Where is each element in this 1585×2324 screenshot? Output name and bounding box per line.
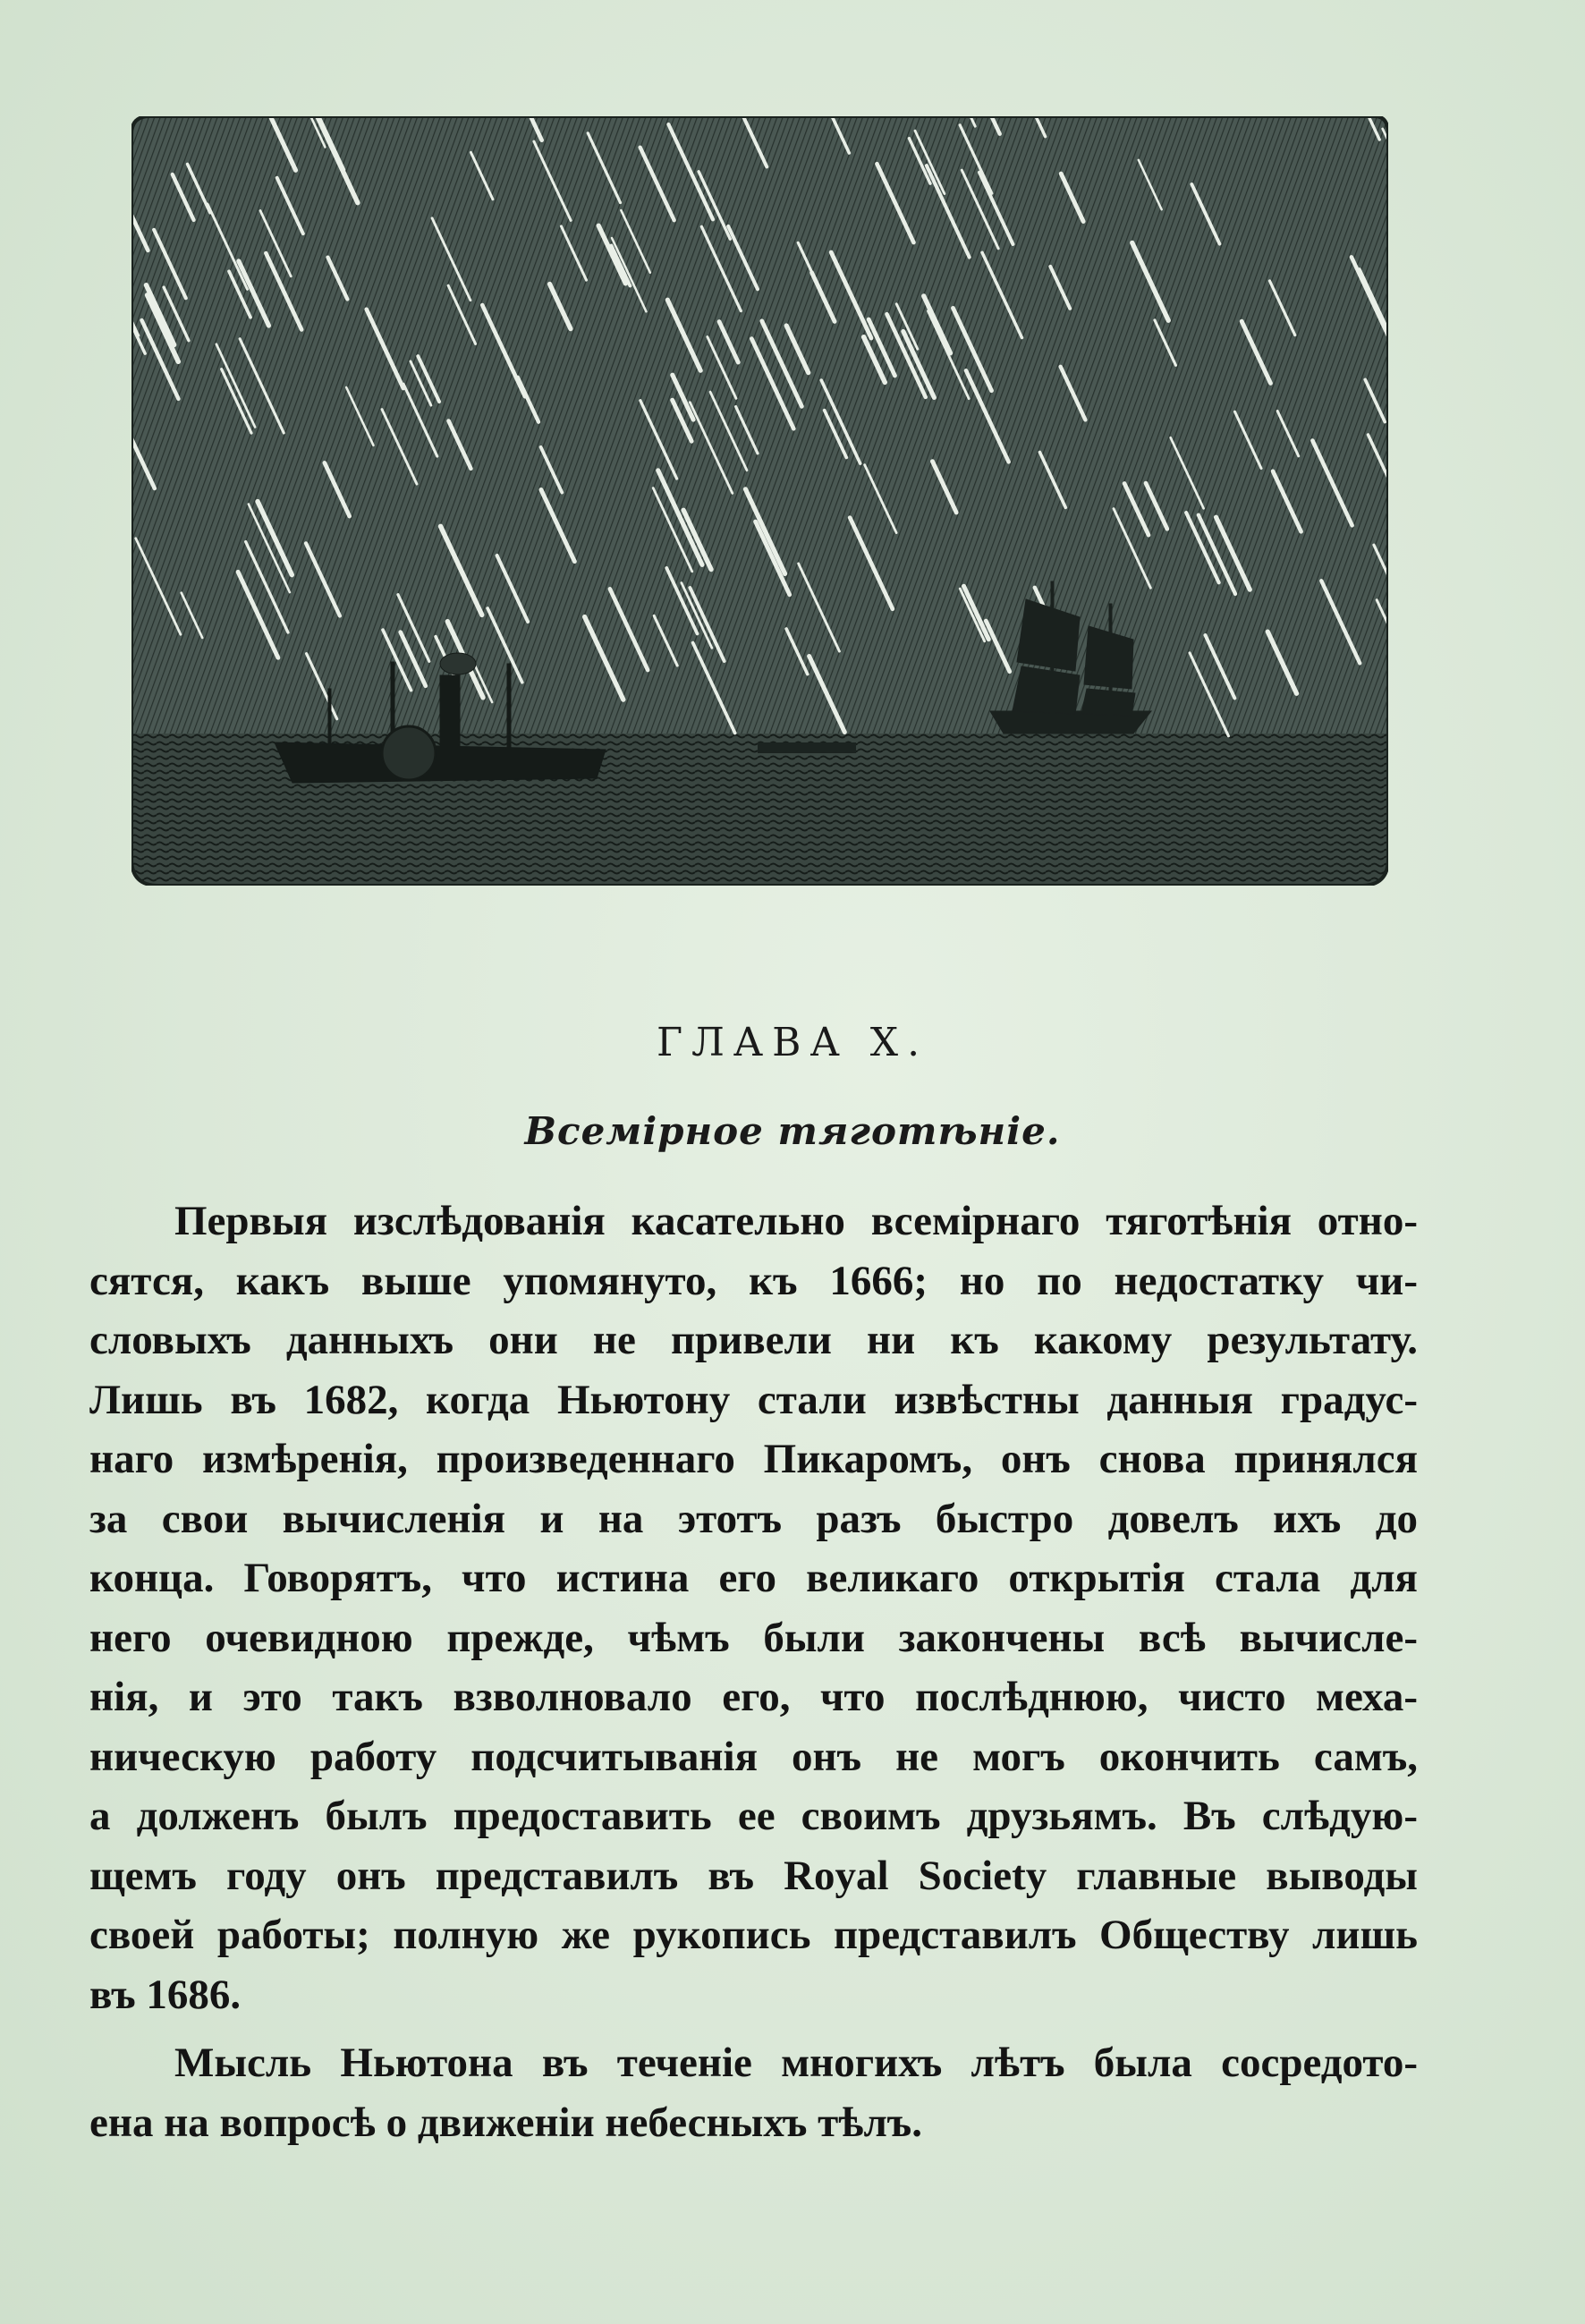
chapter-title: Всемірное тяготѣніе.	[524, 1109, 1061, 1153]
paragraph-2	[89, 2033, 1418, 2152]
text-line: Мысль Ньютона въ теченіе многихъ лѣтъ была сосредото-	[174, 2040, 1418, 2086]
text-line: него очевидною прежде, чѣмъ были закончены всѣ вычисле-	[89, 1614, 1418, 1661]
chapter-body	[89, 1192, 1418, 2152]
night-sky	[131, 116, 1388, 742]
meteor-shower-engraving-icon	[131, 116, 1388, 886]
text-line: наго измѣренія, произведеннаго Пикаромъ, онъ снова принялся	[89, 1436, 1418, 1482]
chapter-heading: ГЛАВА X.	[656, 1020, 929, 1065]
text-line: Лишь въ 1682, когда Ньютону стали извѣстны данныя градус-	[89, 1376, 1418, 1423]
engraving-svg	[131, 116, 1388, 886]
text-line: а долженъ былъ предоставить ее своимъ друзьямъ. Въ слѣдую-	[89, 1793, 1418, 1839]
text-line: ена на вопросѣ о движеніи небесныхъ тѣлъ.	[89, 2099, 922, 2146]
text-line: щемъ году онъ представилъ въ Royal Society главные выводы	[89, 1852, 1418, 1899]
paragraph-1	[89, 1192, 1418, 2024]
text-line: словыхъ данныхъ они не привели ни къ какому результату.	[89, 1317, 1418, 1363]
text-line: Первыя изслѣдованія касательно всемірнаго тяготѣнія отно-	[174, 1198, 1418, 1244]
text-line: за свои вычисленія и на этотъ разъ быстро довелъ ихъ до	[89, 1495, 1418, 1542]
distant-boat	[758, 742, 856, 753]
text-line: конца. Говорятъ, что истина его великаго открытія стала для	[89, 1555, 1418, 1601]
text-line: сятся, какъ выше упомянуто, къ 1666; но по недостатку чи-	[89, 1257, 1418, 1304]
engraving-scene	[131, 116, 1388, 886]
text-line: нія, и это такъ взволновало его, что послѣднюю, чисто меха-	[89, 1674, 1418, 1720]
text-line: ническую работу подсчитыванія онъ не могъ окончить самъ,	[89, 1733, 1418, 1780]
text-line: своей работы; полную же рукопись представилъ Обществу лишь	[89, 1912, 1418, 1958]
text-line: въ 1686.	[89, 1971, 242, 2018]
